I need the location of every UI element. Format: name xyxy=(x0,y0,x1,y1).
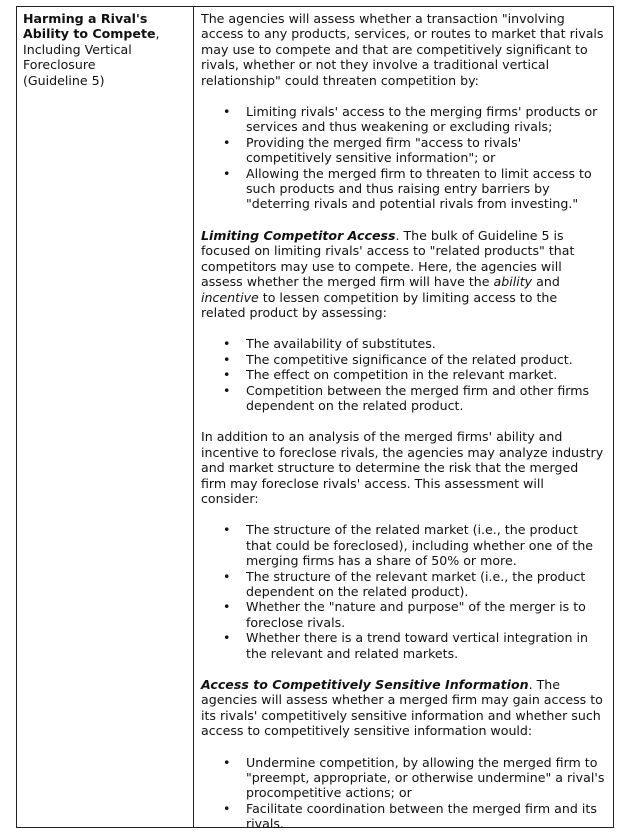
guideline-title-rest: Including Vertical Foreclosure xyxy=(23,41,132,73)
list-item: • The availability of substitutes. xyxy=(246,336,605,351)
market-structure-bullet-list xyxy=(201,522,605,661)
list-item: • Limiting rivals' access to the merging firms' products or services and thus weakening or excluding rivals; xyxy=(246,104,605,135)
intro-paragraph: The agencies will assess whether a transaction "involving access to any products, services, or routes to market that rivals may use to compete and that are competitively significant to rivals, whether or not they involve a traditional vertical relationship" could threaten competition by: xyxy=(201,11,604,88)
market-structure-paragraph: In addition to an analysis of the merged firms' ability and incentive to foreclose rivals, the agencies may analyze industry and market structure to determine the risk that the merged firm may foreclose rivals' access. This assessment will consider: xyxy=(201,429,604,506)
guideline-number: (Guideline 5) xyxy=(23,72,105,88)
guideline-content-cell xyxy=(194,7,613,832)
limiting-access-bullet-list xyxy=(201,336,605,413)
guideline-title-comma: , xyxy=(155,26,160,42)
list-item: • The structure of the related market (i.e., the product that could be foreclosed), including whether one of the merging firms has a share of 50% or more. xyxy=(246,522,605,568)
list-item: • The structure of the relevant market (i.e., the product dependent on the related product). xyxy=(246,569,605,600)
list-item: • Whether there is a trend toward vertical integration in the relevant and related markets. xyxy=(246,630,605,661)
limiting-access-paragraph: Limiting Competitor Access. The bulk of Guideline 5 is focused on limiting rivals' access to "related products" that competitors may use to compete. Here, the agencies will assess whether the merged firm will have the ability and incentive to lessen competition by limiting access to the related product by assessing: xyxy=(201,227,575,320)
guideline-label-cell xyxy=(17,7,194,827)
limiting-access-heading: Limiting Competitor Access xyxy=(201,227,396,243)
list-item: • The effect on competition in the relevant market. xyxy=(246,367,605,382)
sensitive-info-bullet-list xyxy=(201,755,605,832)
sensitive-info-heading: Access to Competitively Sensitive Information xyxy=(201,677,529,693)
list-item: • The competitive significance of the related product. xyxy=(246,352,605,367)
list-item: • Allowing the merged firm to threaten to limit access to such products and thus raising entry barriers by "deterring rivals and potential rivals from investing." xyxy=(246,166,605,212)
list-item: • Undermine competition, by allowing the merged firm to "preempt, appropriate, or otherwise undermine" a rival's procompetitive actions; or xyxy=(246,755,605,801)
intro-bullet-list xyxy=(201,104,605,212)
sensitive-info-paragraph: Access to Competitively Sensitive Information. The agencies will assess whether a merged firm may gain access to its rivals' competitively sensitive information and whether such access to competitively sensitive information would: xyxy=(201,677,603,739)
list-item: • Providing the merged firm "access to rivals' competitively sensitive information"; or xyxy=(246,135,605,166)
guideline-title-bold: Harming a Rival's Ability to Compete xyxy=(23,11,156,42)
list-item: • Whether the "nature and purpose" of the merger is to foreclose rivals. xyxy=(246,599,605,630)
list-item: • Facilitate coordination between the merged firm and its rivals. xyxy=(246,801,605,832)
guideline-table xyxy=(16,6,614,832)
list-item: • Competition between the merged firm and other firms dependent on the related product. xyxy=(246,383,605,414)
guideline-title xyxy=(23,11,187,73)
